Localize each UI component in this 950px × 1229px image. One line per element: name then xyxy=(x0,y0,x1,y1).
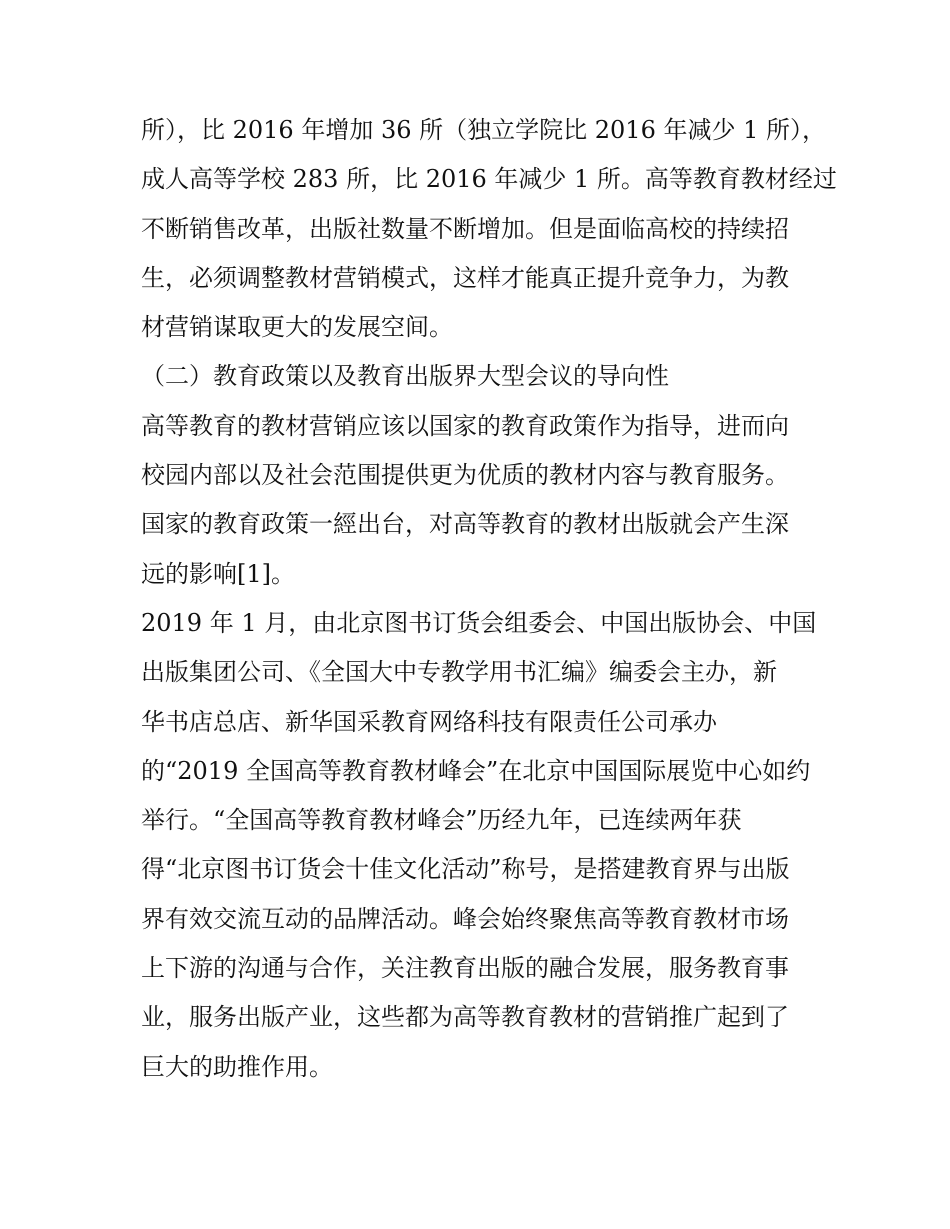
text-line: 华书店总店、新华国采教育网络科技有限责任公司承办 xyxy=(141,707,717,736)
text-line: 2019 年 1 月，由北京图书订货会组委会、中国出版协会、中国 xyxy=(141,608,817,637)
text-line: 业，服务出版产业，这些都为高等教育教材的营销推广起到了 xyxy=(141,1003,789,1032)
text-line: 所），比 2016 年增加 36 所（独立学院比 2016 年减少 1 所）， xyxy=(141,116,826,144)
text-line: 不断销售改革，出版社数量不断增加。但是面临高校的持续招 xyxy=(141,214,789,243)
text-line: 的“2019 全国高等教育教材峰会”在北京中国国际展览中心如约 xyxy=(141,756,811,785)
text-line: 高等教育的教材营销应该以国家的教育政策作为指导，进而向 xyxy=(141,411,789,440)
text-line: 成人高等学校 283 所，比 2016 年减少 1 所。高等教育教材经过 xyxy=(141,165,837,194)
text-line: 远的影响[1]。 xyxy=(141,559,295,588)
text-line: 材营销谋取更大的发展空间。 xyxy=(141,313,453,342)
text-line: 校园内部以及社会范围提供更为优质的教材内容与教育服务。 xyxy=(141,461,789,490)
text-line: 得“北京图书订货会十佳文化活动”称号，是搭建教育界与出版 xyxy=(141,855,790,884)
text-line: 国家的教育政策一經出台，对高等教育的教材出版就会产生深 xyxy=(141,510,789,539)
text-line: 巨大的助推作用。 xyxy=(141,1052,333,1081)
text-line: 上下游的沟通与合作，关注教育出版的融合发展，服务教育事 xyxy=(141,954,789,983)
text-line: 生，必须调整教材营销模式，这样才能真正提升竞争力，为教 xyxy=(141,263,789,292)
section-heading: （二）教育政策以及教育出版界大型会议的导向性 xyxy=(141,362,669,391)
text-line: 界有效交流互动的品牌活动。峰会始终聚焦高等教育教材市场 xyxy=(141,904,789,933)
text-line: 出版集团公司、《全国大中专教学用书汇编》编委会主办，新 xyxy=(141,658,777,687)
text-line: 举行。“全国高等教育教材峰会”历经九年，已连续两年获 xyxy=(141,806,742,835)
body-text xyxy=(141,106,837,1092)
